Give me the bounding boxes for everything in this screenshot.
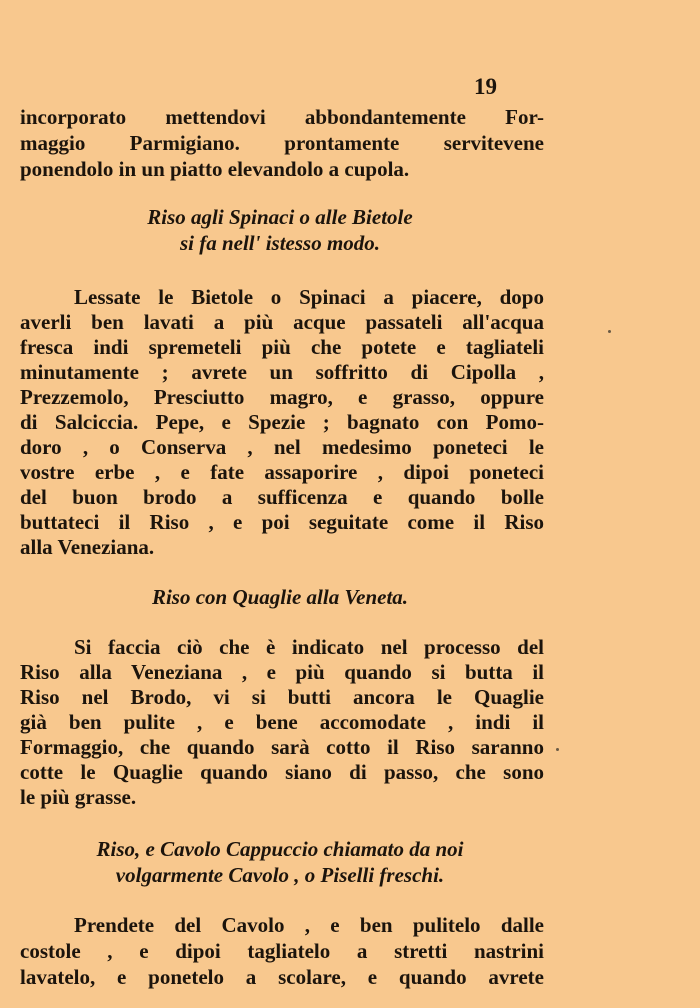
section-heading: si fa nell' istesso modo. <box>179 231 381 255</box>
text-line: vostre erbe , e fate assaporire , dipoi poneteci <box>20 460 544 484</box>
text-line: lavatelo, e ponetelo a scolare, e quando avrete <box>20 965 544 989</box>
text-line: minutamente ; avrete un soffritto di Cipolla , <box>20 360 544 384</box>
paper-speck <box>608 330 611 333</box>
text-line: maggio Parmigiano. prontamente servitevene <box>20 131 544 155</box>
text-line: Formaggio, che quando sarà cotto il Riso saranno <box>20 735 544 759</box>
text-line: Lessate le Bietole o Spinaci a piacere, dopo <box>74 285 544 309</box>
text-line: Riso nel Brodo, vi si butti ancora le Quaglie <box>20 685 544 709</box>
text-line: buttateci il Riso , e poi seguitate come il Riso <box>20 510 544 534</box>
section-heading: Riso, e Cavolo Cappuccio chiamato da noi <box>96 837 464 861</box>
text-line: ponendolo in un piatto elevandolo a cupola. <box>20 157 410 181</box>
section-heading: volgarmente Cavolo , o Piselli freschi. <box>115 863 445 887</box>
page-number: 19 <box>474 74 497 99</box>
text-line: Riso alla Veneziana , e più quando si butta il <box>20 660 544 684</box>
text-line: incorporato mettendovi abbondantemente For- <box>20 105 544 129</box>
text-line: già ben pulite , e bene accomodate , indi il <box>20 710 544 734</box>
text-line: Prezzemolo, Presciutto magro, e grasso, oppure <box>20 385 544 409</box>
text-line: doro , o Conserva , nel medesimo poneteci le <box>20 435 544 459</box>
text-line: costole , e dipoi tagliatelo a stretti nastrini <box>20 939 544 963</box>
text-line: Prendete del Cavolo , e ben pulitelo dalle <box>74 913 544 937</box>
text-line: fresca indi spremeteli più che potete e tagliateli <box>20 335 544 359</box>
section-heading: Riso con Quaglie alla Veneta. <box>151 585 409 609</box>
text-line: del buon brodo a sufficenza e quando bolle <box>20 485 544 509</box>
text-line: Si faccia ciò che è indicato nel processo del <box>74 635 544 659</box>
section-heading: Riso agli Spinaci o alle Bietole <box>147 205 413 229</box>
text-line: cotte le Quaglie quando siano di passo, che sono <box>20 760 544 784</box>
text-line: averli ben lavati a più acque passateli all'acqua <box>20 310 544 334</box>
text-line: alla Veneziana. <box>20 535 155 559</box>
paper-speck <box>556 748 559 751</box>
text-line: di Salciccia. Pepe, e Spezie ; bagnato con Pomo- <box>20 410 544 434</box>
text-line: le più grasse. <box>20 785 137 809</box>
